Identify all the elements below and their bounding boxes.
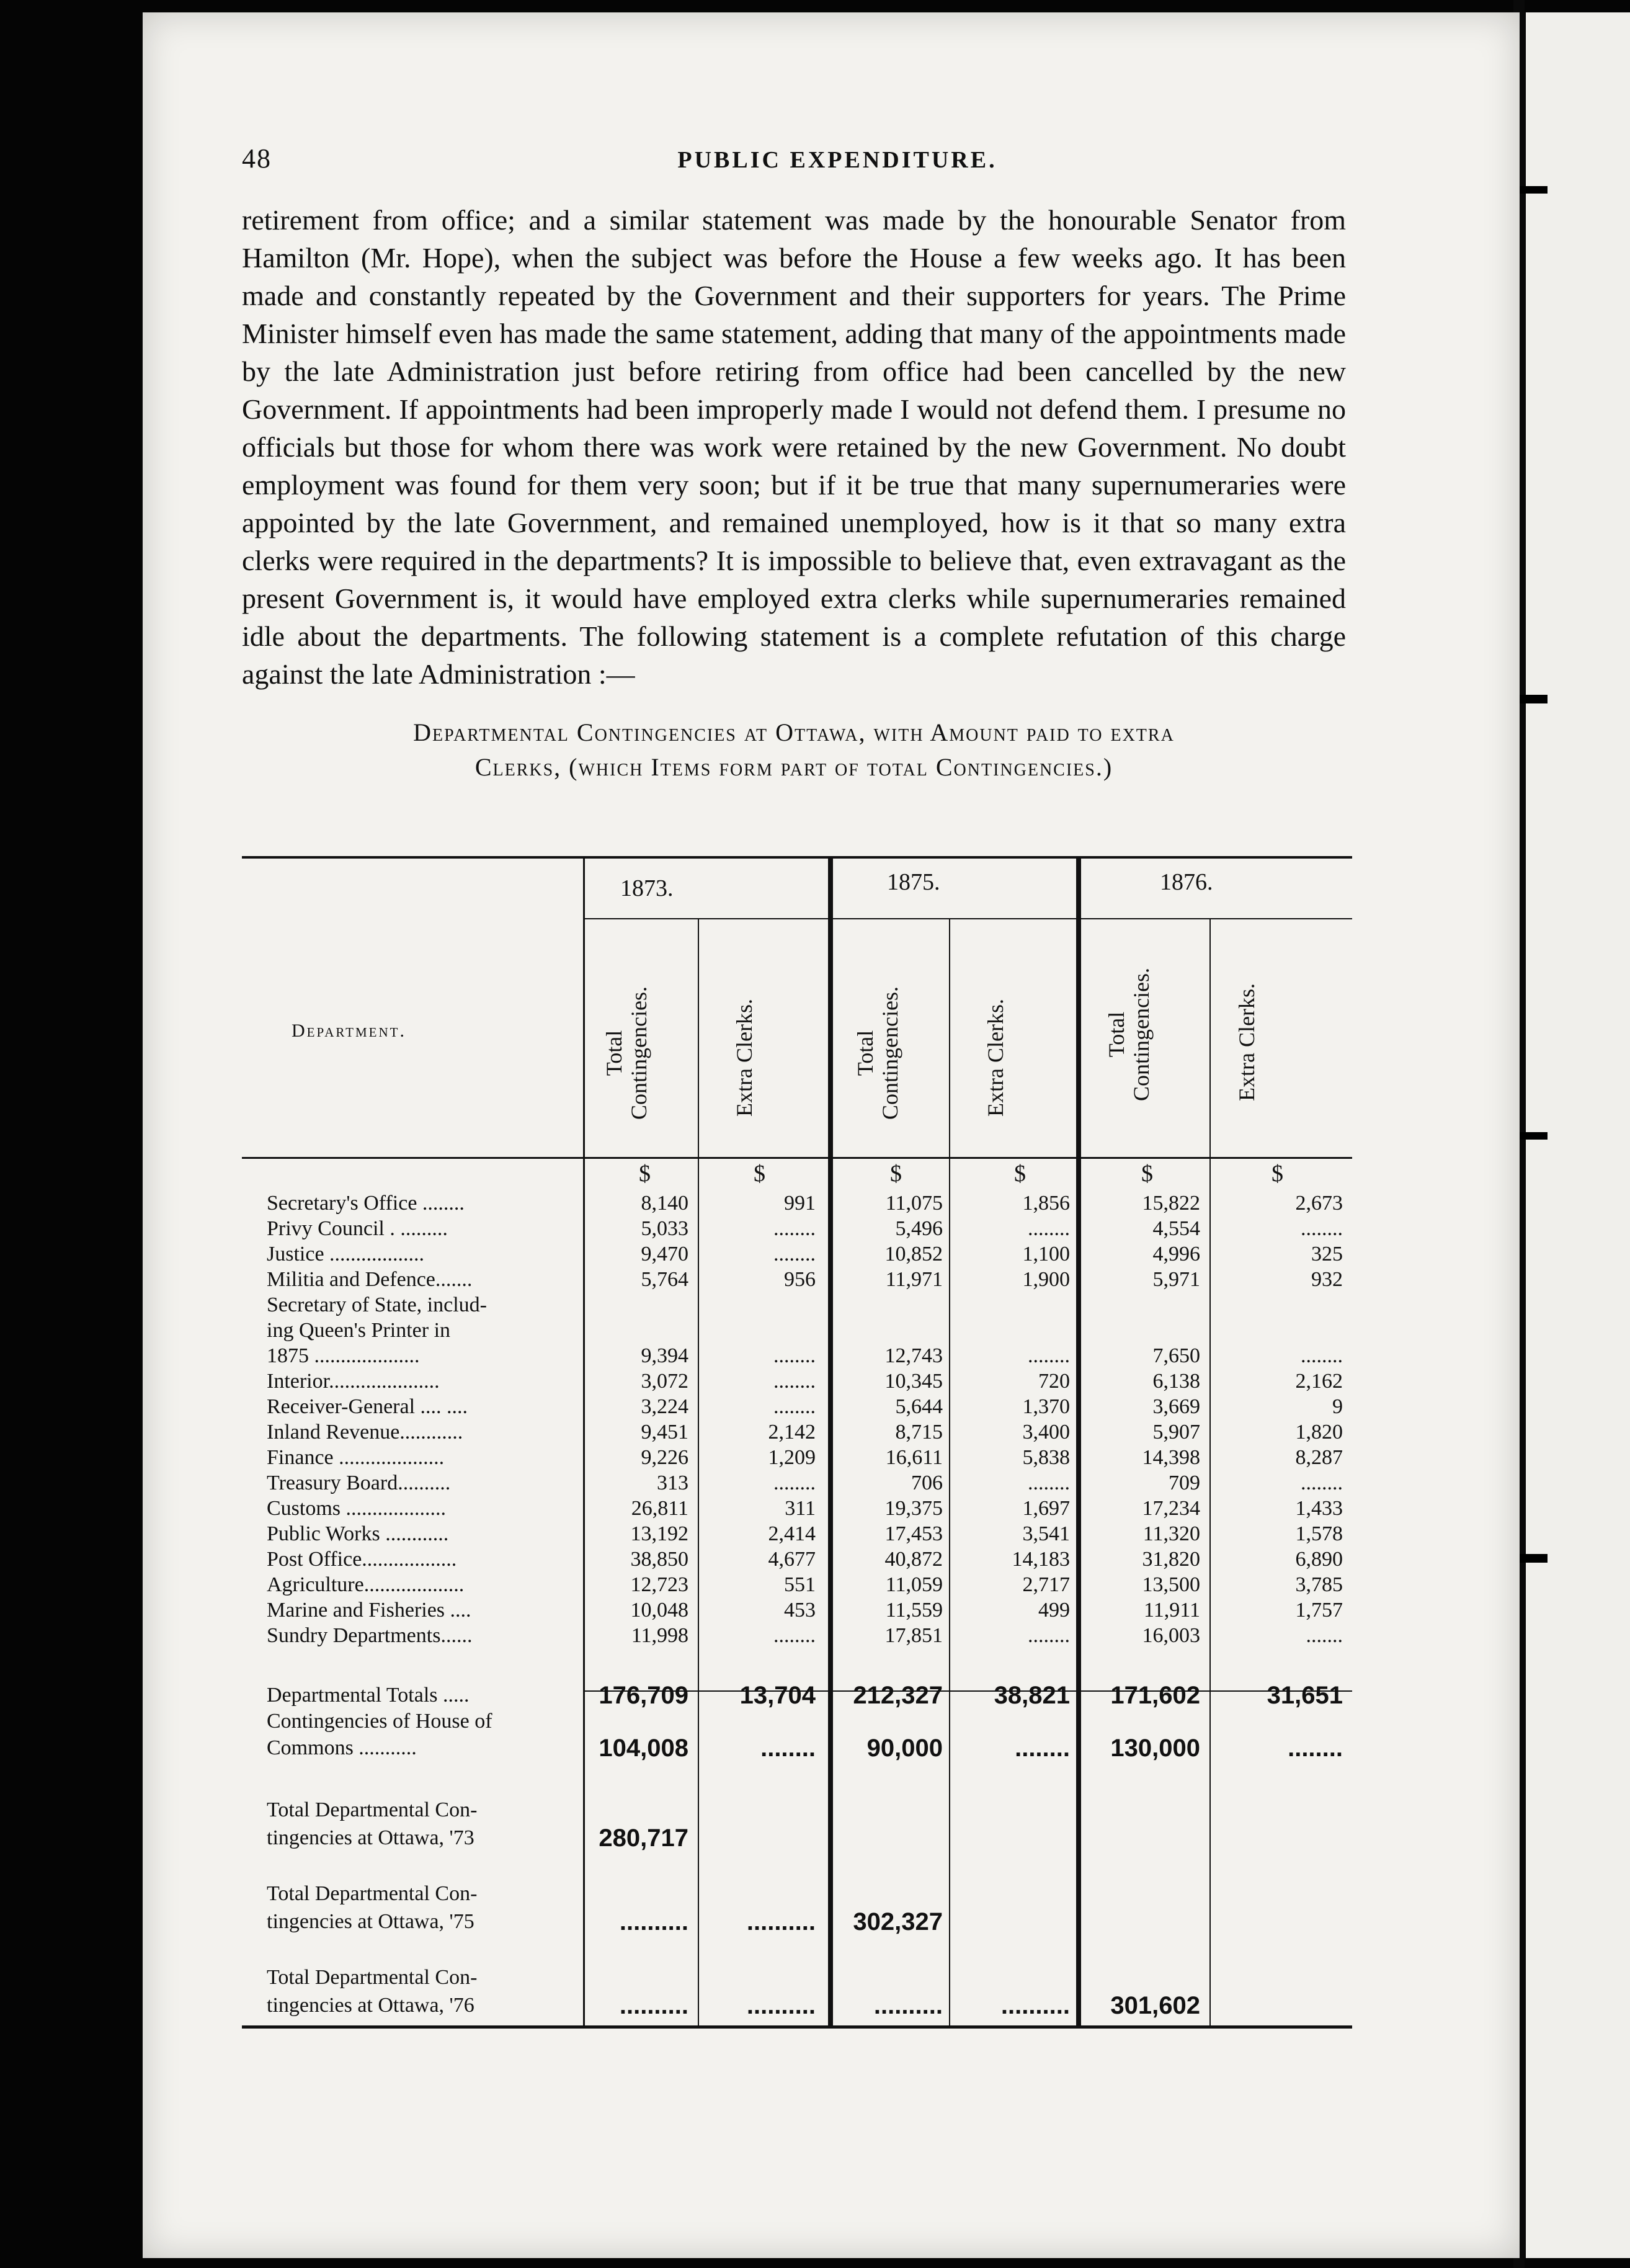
row-value: 14,398: [1142, 1446, 1200, 1469]
row-value: 991: [784, 1192, 816, 1215]
row-value: 2,162: [1295, 1370, 1343, 1393]
row-value: 8,140: [641, 1192, 688, 1215]
table-row-grand: [242, 1826, 1352, 1851]
row-value: 2,717: [1022, 1573, 1070, 1596]
row-label: Treasury Board..........: [267, 1471, 451, 1494]
running-head: PUBLIC EXPENDITURE.: [677, 147, 997, 173]
table-row-grand: [242, 1909, 1352, 1934]
row-value: 17,234: [1142, 1497, 1200, 1520]
row-value: ........: [773, 1370, 816, 1393]
row-value: 12,743: [884, 1344, 943, 1367]
row-value: ........: [1028, 1344, 1070, 1367]
row-label: tingencies at Ottawa, '76: [267, 1994, 474, 2017]
year-1875: 1875.: [887, 869, 940, 895]
row-value: ........: [1301, 1471, 1343, 1494]
row-value: ........: [1015, 1734, 1070, 1762]
row-value: 212,327: [853, 1682, 943, 1709]
row-value: 1,209: [768, 1446, 816, 1469]
col-header-extra-1873: Extra Clerks.: [732, 999, 757, 1117]
row-value: 11,911: [1144, 1599, 1200, 1622]
row-value: 3,072: [641, 1370, 688, 1393]
row-label: tingencies at Ottawa, '73: [267, 1826, 474, 1849]
row-value: 6,890: [1295, 1548, 1343, 1571]
row-value: ........: [760, 1734, 816, 1762]
row-value: 3,669: [1152, 1395, 1200, 1418]
row-value: ..........: [619, 1908, 688, 1935]
table-row-grand: [242, 1882, 1352, 1906]
table-caption-line-1: Departmental Contingencies at Ottawa, with Amount paid to extra: [413, 718, 1175, 746]
row-label: Post Office..................: [267, 1548, 457, 1571]
row-value: 5,838: [1022, 1446, 1070, 1469]
row-value: 11,559: [885, 1599, 943, 1622]
row-value: 13,192: [630, 1522, 688, 1545]
year-1876: 1876.: [1160, 869, 1213, 895]
row-value: 2,142: [768, 1421, 816, 1444]
contingencies-table: [242, 856, 1352, 2035]
row-value: 10,048: [630, 1599, 688, 1622]
row-value: ........: [1028, 1471, 1070, 1494]
row-value: ........: [1288, 1734, 1343, 1762]
row-value: 16,003: [1142, 1624, 1200, 1647]
row-label: Secretary of State, includ-: [267, 1293, 487, 1316]
row-value: 1,100: [1022, 1243, 1070, 1266]
dollar-sign: $: [1271, 1161, 1283, 1187]
row-value: 13,704: [739, 1682, 816, 1709]
row-value: 15,822: [1142, 1192, 1200, 1215]
row-value: 5,907: [1152, 1421, 1200, 1444]
row-value: 13,500: [1142, 1573, 1200, 1596]
row-label: Marine and Fisheries ....: [267, 1599, 471, 1622]
table-row: [242, 1344, 1352, 1368]
row-value: 1,370: [1022, 1395, 1070, 1418]
row-value: ..........: [746, 1992, 816, 2019]
row-value: ..........: [1000, 1992, 1070, 2019]
row-value: 90,000: [866, 1734, 943, 1762]
row-value: 19,375: [884, 1497, 943, 1520]
table-row-commons: [242, 1709, 1352, 1734]
row-value: 31,651: [1267, 1682, 1343, 1709]
row-value: 5,764: [641, 1268, 688, 1291]
row-value: 26,811: [631, 1497, 688, 1520]
row-label: Finance ....................: [267, 1446, 445, 1469]
table-row: [242, 1573, 1352, 1597]
row-value: 16,611: [885, 1446, 943, 1469]
row-label: Privy Council . .........: [267, 1217, 448, 1240]
row-value: ..........: [746, 1908, 816, 1935]
row-value: ........: [773, 1217, 816, 1240]
table-row: [242, 1395, 1352, 1419]
row-value: 7,650: [1152, 1344, 1200, 1367]
row-value: 1,900: [1022, 1268, 1070, 1291]
row-label: ing Queen's Printer in: [267, 1319, 451, 1342]
row-value: 130,000: [1110, 1734, 1200, 1762]
row-value: ........: [773, 1624, 816, 1647]
year-rule: [833, 918, 1076, 919]
row-value: 1,697: [1022, 1497, 1070, 1520]
page-content: [242, 143, 1346, 2019]
table-row: [242, 1318, 1352, 1343]
row-label: Contingencies of House of: [267, 1710, 492, 1733]
row-value: 11,075: [885, 1192, 943, 1215]
book-page: [143, 12, 1520, 2258]
row-value: 453: [784, 1599, 816, 1622]
table-row: [242, 1471, 1352, 1496]
row-value: 4,554: [1152, 1217, 1200, 1240]
row-value: 4,677: [768, 1548, 816, 1571]
row-value: 706: [911, 1471, 943, 1494]
row-value: 4,996: [1152, 1243, 1200, 1266]
row-value: ........: [773, 1243, 816, 1266]
table-row: [242, 1598, 1352, 1623]
row-value: ..........: [619, 1992, 688, 2019]
year-rule: [1081, 918, 1352, 919]
row-value: ........: [773, 1344, 816, 1367]
row-value: 9,451: [641, 1421, 688, 1444]
row-value: 313: [657, 1471, 688, 1494]
col-header-extra-1876: Extra Clerks.: [1234, 983, 1259, 1101]
row-value: .......: [1306, 1624, 1343, 1647]
table-row: [242, 1623, 1352, 1648]
department-header: Department.: [292, 1020, 406, 1041]
row-value: 40,872: [884, 1548, 943, 1571]
page-header: [242, 143, 1346, 186]
table-row-grand: [242, 1965, 1352, 1990]
table-row-grand: [242, 1798, 1352, 1823]
row-label: Customs ...................: [267, 1497, 447, 1520]
year-1873: 1873.: [620, 875, 674, 901]
table-row: [242, 1547, 1352, 1572]
row-value: ........: [1028, 1217, 1070, 1240]
table-row: [242, 1445, 1352, 1470]
table-bottom-rule: [242, 2025, 1352, 2029]
table-row: [242, 1496, 1352, 1521]
row-value: 1,578: [1295, 1522, 1343, 1545]
row-value: 9,470: [641, 1243, 688, 1266]
row-value: 1,820: [1295, 1421, 1343, 1444]
row-label: Total Departmental Con-: [267, 1882, 478, 1905]
row-value: ........: [1301, 1217, 1343, 1240]
table-row: [242, 1242, 1352, 1267]
table-caption-line-2: Clerks, (which Items form part of total Contingencies.): [474, 753, 1113, 781]
row-label: Agriculture...................: [267, 1573, 465, 1596]
table-row-grand: [242, 1993, 1352, 2018]
row-value: 5,033: [641, 1217, 688, 1240]
row-value: 5,971: [1152, 1268, 1200, 1291]
row-value: 38,821: [994, 1682, 1070, 1709]
table-row: [242, 1267, 1352, 1292]
row-value: 8,287: [1295, 1446, 1343, 1469]
row-value: 9,226: [641, 1446, 688, 1469]
row-value: 301,602: [1110, 1992, 1200, 2019]
row-value: 720: [1038, 1370, 1070, 1393]
header-bottom-rule: [242, 1157, 1352, 1159]
table-row: [242, 1522, 1352, 1547]
row-label: Departmental Totals .....: [267, 1684, 470, 1707]
row-value: 499: [1038, 1599, 1070, 1622]
row-label: tingencies at Ottawa, '75: [267, 1910, 474, 1933]
row-value: 176,709: [599, 1682, 688, 1709]
dollar-sign: $: [1014, 1161, 1026, 1187]
row-value: ........: [773, 1395, 816, 1418]
row-value: 11,059: [885, 1573, 943, 1596]
row-value: 8,715: [895, 1421, 943, 1444]
row-value: 17,453: [884, 1522, 943, 1545]
row-label: Total Departmental Con-: [267, 1798, 478, 1821]
row-value: 11,971: [885, 1268, 943, 1291]
row-value: 31,820: [1142, 1548, 1200, 1571]
table-caption: [242, 715, 1346, 785]
body-paragraph: retirement from office; and a similar statement was made by the honourable Senator from Hamilton (Mr. Hope), when the subject was before the House a few weeks ago. It has been made and constantly repeated by the Government and their supporters for years. The Prime Minister himself even has made the same statement, adding that many of the appointments made by the late Administration just before retiring from office had been cancelled by the new Government. If appointments had been improperly made I would not defend them. I presume no officials but those for whom there was work were retained by the new Government. No doubt employment was found for them very soon; but if it be true that many supernumeraries were appointed by the late Government, and remained unemployed, how is it that so many extra clerks were required in the departments? It is impossible to believe that, even extravagant as the present Government is, it would have employed extra clerks while supernumeraries remained idle about the departments. The following statement is a complete refutation of this charge against the late Administration :—: [242, 204, 1346, 690]
row-value: 2,673: [1295, 1192, 1343, 1215]
table-row: [242, 1293, 1352, 1318]
row-label: Justice ..................: [267, 1243, 425, 1266]
table-top-rule: [242, 856, 1352, 859]
row-label: Militia and Defence.......: [267, 1268, 473, 1291]
table-row: [242, 1420, 1352, 1445]
row-value: 5,496: [895, 1217, 943, 1240]
row-value: 3,224: [641, 1395, 688, 1418]
row-value: 10,345: [884, 1370, 943, 1393]
row-value: 6,138: [1152, 1370, 1200, 1393]
dollar-sign: $: [754, 1161, 765, 1187]
col-header-total-1876: Total Contingencies.: [1104, 968, 1154, 1101]
table-row: [242, 1191, 1352, 1216]
row-label: Receiver-General .... ....: [267, 1395, 468, 1418]
row-label: Sundry Departments......: [267, 1624, 473, 1647]
row-value: 1,757: [1295, 1599, 1343, 1622]
row-value: 171,602: [1110, 1682, 1200, 1709]
row-value: 3,541: [1022, 1522, 1070, 1545]
row-value: 1,856: [1022, 1192, 1070, 1215]
row-label: Public Works ............: [267, 1522, 449, 1545]
row-value: 104,008: [599, 1734, 688, 1762]
row-value: 280,717: [599, 1824, 688, 1852]
row-value: 9: [1332, 1395, 1343, 1418]
year-rule: [583, 918, 828, 919]
table-row: [242, 1217, 1352, 1241]
row-value: 302,327: [853, 1908, 943, 1935]
row-value: ........: [1301, 1344, 1343, 1367]
row-value: 14,183: [1012, 1548, 1070, 1571]
row-value: 1,433: [1295, 1497, 1343, 1520]
row-value: 325: [1311, 1243, 1343, 1266]
page-number: 48: [242, 143, 272, 174]
row-value: 956: [784, 1268, 816, 1291]
table-row-commons: [242, 1736, 1352, 1761]
row-label: Commons ...........: [267, 1736, 417, 1759]
row-value: 12,723: [630, 1573, 688, 1596]
table-row: [242, 1369, 1352, 1394]
row-label: Total Departmental Con-: [267, 1966, 478, 1989]
row-value: 38,850: [630, 1548, 688, 1571]
row-value: ..........: [873, 1992, 943, 2019]
row-value: 17,851: [884, 1624, 943, 1647]
row-label: Interior.....................: [267, 1370, 440, 1393]
col-header-total-1873: Total Contingencies.: [602, 986, 651, 1120]
dollar-sign: $: [1141, 1161, 1153, 1187]
row-value: 551: [784, 1573, 816, 1596]
row-value: 709: [1169, 1471, 1200, 1494]
row-value: 9,394: [641, 1344, 688, 1367]
row-value: 311: [785, 1497, 816, 1520]
row-label: Inland Revenue............: [267, 1421, 463, 1444]
col-header-total-1875: Total Contingencies.: [853, 986, 902, 1120]
row-value: 3,785: [1295, 1573, 1343, 1596]
row-value: 11,320: [1142, 1522, 1200, 1545]
row-value: 10,852: [884, 1243, 943, 1266]
row-value: 932: [1311, 1268, 1343, 1291]
dollar-sign: $: [639, 1161, 651, 1187]
row-label: 1875 ....................: [267, 1344, 420, 1367]
table-row-totals: [242, 1683, 1352, 1708]
row-value: 5,644: [895, 1395, 943, 1418]
row-value: 11,998: [631, 1624, 688, 1647]
dollar-sign: $: [890, 1161, 902, 1187]
row-value: ........: [1028, 1624, 1070, 1647]
row-label: Secretary's Office ........: [267, 1192, 465, 1215]
row-value: 3,400: [1022, 1421, 1070, 1444]
col-header-extra-1875: Extra Clerks.: [983, 999, 1008, 1117]
row-value: ........: [773, 1471, 816, 1494]
row-value: 2,414: [768, 1522, 816, 1545]
